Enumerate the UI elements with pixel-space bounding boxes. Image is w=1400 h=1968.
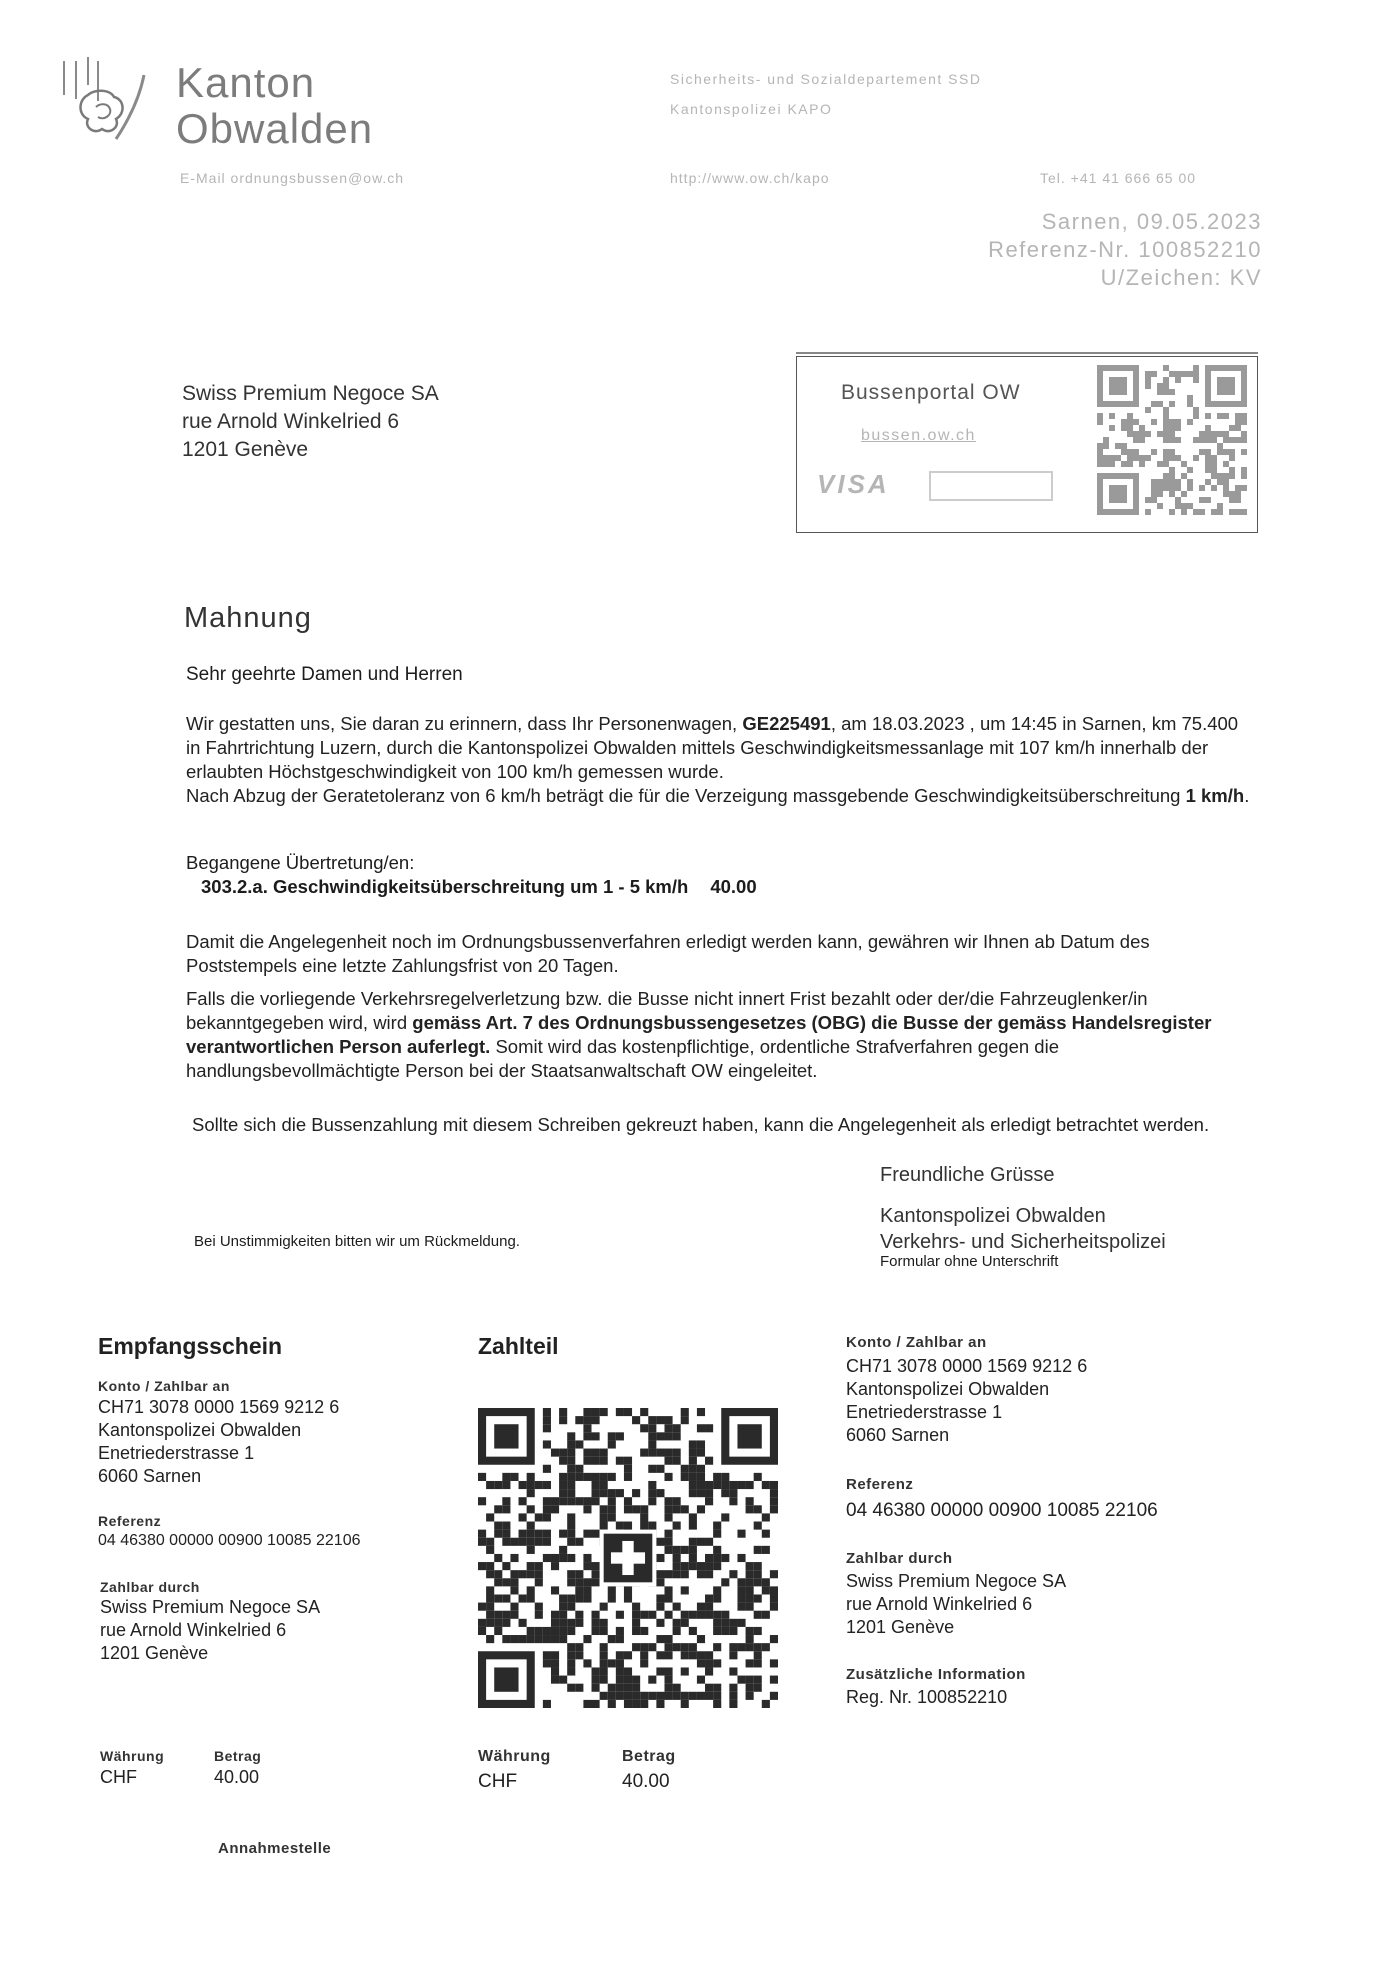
para4-text: Sollte sich die Bussenzahlung mit diesem Schreiben gekreuzt haben, kann die Angelegenheit als erledigt betrachtet werden.	[192, 1114, 1210, 1135]
payment-currency-label: Währung	[478, 1748, 551, 1765]
police-name: Kantonspolizei KAPO	[670, 101, 833, 117]
payment-info-label: Zusätzliche Information	[846, 1666, 1026, 1683]
department-name: Sicherheits- und Sozialdepartement SSD	[670, 71, 982, 87]
paragraph-violation	[186, 712, 1256, 808]
receipt-currency: CHF	[100, 1767, 137, 1787]
place-date: Sarnen, 09.05.2023	[1041, 209, 1262, 234]
payment-payer-label: Zahlbar durch	[846, 1550, 953, 1567]
card-logos-icon	[929, 471, 1053, 501]
para2-text: Damit die Angelegenheit noch im Ordnungsbussenverfahren erledigt werden kann, gewähren wir Ihnen ab Datum des Poststempels eine letzte Zahlungsfrist von 20 Tagen.	[186, 931, 1150, 976]
para1-text-a: Wir gestatten uns, Sie daran zu erinnern, dass Ihr Personenwagen,	[186, 713, 743, 734]
portal-title: Bussenportal OW	[841, 381, 1021, 404]
receipt-iban: CH71 3078 0000 1569 9212 6	[98, 1397, 340, 1417]
receipt-acceptance-point: Annahmestelle	[218, 1840, 332, 1857]
sign-reference: U/Zeichen: KV	[1100, 265, 1262, 290]
payment-reference: 04 46380 00000 00900 10085 22106	[846, 1500, 1158, 1521]
offence-heading: Begangene Übertretung/en:	[186, 852, 415, 873]
portal-top-rule	[796, 352, 1258, 354]
canton-coat-of-arms-icon	[58, 55, 158, 155]
sender-police: Kantonspolizei Obwalden	[880, 1205, 1106, 1227]
receipt-creditor-name: Kantonspolizei Obwalden	[98, 1420, 302, 1440]
recipient-name: Swiss Premium Negoce SA	[182, 382, 439, 405]
receipt-payer-city: 1201 Genève	[100, 1643, 209, 1663]
paragraph-crossed	[192, 1113, 1212, 1137]
swiss-qr-code-icon	[478, 1408, 778, 1708]
receipt-payer	[100, 1596, 320, 1665]
license-plate: GE225491	[742, 713, 831, 734]
payment-amount: 40.00	[622, 1771, 670, 1792]
speed-excess: 1 km/h	[1185, 785, 1245, 806]
para3-text-a: Falls die vorliegende Verkehrsregelverletzung bzw. die Busse nicht innert Frist bezahlt oder der/die Fahrzeuglenker/in bekanntgegeben wird, wird	[186, 988, 1148, 1033]
header-website: http://www.ow.ch/kapo	[670, 170, 830, 186]
receipt-payer-street: rue Arnold Winkelried 6	[100, 1620, 287, 1640]
para3-text-b: Somit wird das kostenpflichtige, ordentliche Strafverfahren gegen die handlungsbevollmächtigte Person bei der Staatsanwaltschaft OW eingeleitet.	[186, 1036, 1059, 1081]
logo-word-obwalden: Obwalden	[176, 105, 374, 152]
payment-payer-street: rue Arnold Winkelried 6	[846, 1594, 1033, 1614]
portal-qr-code-icon	[1097, 365, 1247, 515]
receipt-creditor-city: 6060 Sarnen	[98, 1466, 202, 1486]
receipt-payer-name: Swiss Premium Negoce SA	[100, 1597, 321, 1617]
receipt-title: Empfangsschein	[98, 1333, 283, 1359]
bussenportal-box	[796, 356, 1258, 533]
logo-word-kanton: Kanton	[176, 59, 316, 106]
payment-currency: CHF	[478, 1771, 518, 1792]
receipt-reference-label: Referenz	[98, 1513, 162, 1529]
payment-payer-city: 1201 Genève	[846, 1617, 955, 1637]
para1-text-c: Nach Abzug der Geratetoleranz von 6 km/h beträgt die für die Verzeigung massgebende Geschwindigkeitsüberschreitung	[186, 785, 1186, 806]
receipt-amount: 40.00	[214, 1767, 260, 1787]
payment-creditor-city: 6060 Sarnen	[846, 1425, 950, 1445]
payment-info: Reg. Nr. 100852210	[846, 1687, 1008, 1707]
department-block	[670, 64, 981, 124]
recipient-city: 1201 Genève	[182, 438, 309, 461]
feedback-note: Bei Unstimmigkeiten bitten wir um Rückmeldung.	[194, 1233, 520, 1250]
sender-department: Verkehrs- und Sicherheitspolizei	[880, 1231, 1166, 1253]
header-phone: Tel. +41 41 666 65 00	[1040, 170, 1197, 186]
payment-iban: CH71 3078 0000 1569 9212 6	[846, 1356, 1088, 1376]
paragraph-consequence	[186, 987, 1256, 1083]
receipt-creditor	[98, 1396, 339, 1488]
payment-logos	[817, 469, 1053, 501]
receipt-reference: 04 46380 00000 00900 10085 22106	[98, 1532, 361, 1549]
receipt-amount-label: Betrag	[214, 1748, 262, 1764]
sender-block	[880, 1203, 1166, 1255]
receipt-creditor-street: Enetriederstrasse 1	[98, 1443, 255, 1463]
payment-amount-label: Betrag	[622, 1748, 676, 1765]
receipt-payer-label: Zahlbar durch	[100, 1579, 200, 1595]
greeting: Freundliche Grüsse	[880, 1164, 1055, 1186]
no-signature-note: Formular ohne Unterschrift	[880, 1253, 1059, 1270]
payment-account-label: Konto / Zahlbar an	[846, 1334, 987, 1351]
payment-creditor-street: Enetriederstrasse 1	[846, 1402, 1003, 1422]
recipient-street: rue Arnold Winkelried 6	[182, 410, 400, 433]
payment-creditor	[846, 1355, 1087, 1447]
paragraph-deadline	[186, 930, 1256, 978]
offence-text: 303.2.a. Geschwindigkeitsüberschreitung um 1 - 5 km/h	[201, 876, 689, 897]
reference-block	[988, 208, 1262, 292]
payment-payer	[846, 1570, 1066, 1639]
visa-logo: VISA	[817, 469, 889, 499]
payment-part-title: Zahlteil	[478, 1333, 559, 1359]
canton-logo-wordmark	[176, 60, 373, 152]
para3-bold: gemäss Art. 7 des Ordnungsbussengesetzes (OBG) die Busse der gemäss Handelsregister verantwortlichen Person auferlegt.	[186, 1012, 1212, 1057]
receipt-account-label: Konto / Zahlbar an	[98, 1378, 230, 1394]
payment-payer-name: Swiss Premium Negoce SA	[846, 1571, 1067, 1591]
salutation: Sehr geehrte Damen und Herren	[186, 664, 463, 685]
reference-number: Referenz-Nr. 100852210	[988, 237, 1262, 262]
offence-amount: 40.00	[710, 876, 757, 897]
payment-creditor-name: Kantonspolizei Obwalden	[846, 1379, 1050, 1399]
offence-line	[201, 876, 757, 898]
receipt-currency-label: Währung	[100, 1748, 165, 1764]
portal-link[interactable]: bussen.ow.ch	[861, 427, 976, 444]
para1-text-b: , am 18.03.2023 , um 14:45 in Sarnen, km 75.400 in Fahrtrichtung Luzern, durch die Kantonspolizei Obwalden mittels Geschwindigkeitsmessanlage mit 107 km/h innerhalb der erlaubten Höchstgeschwindigkeit von 100 km/h gemessen wurde.	[186, 713, 1239, 782]
para1-end: .	[1244, 785, 1250, 806]
header-email: E-Mail ordnungsbussen@ow.ch	[180, 170, 405, 186]
payment-reference-label: Referenz	[846, 1476, 914, 1493]
letter-title: Mahnung	[184, 602, 312, 634]
recipient-address	[182, 380, 439, 464]
